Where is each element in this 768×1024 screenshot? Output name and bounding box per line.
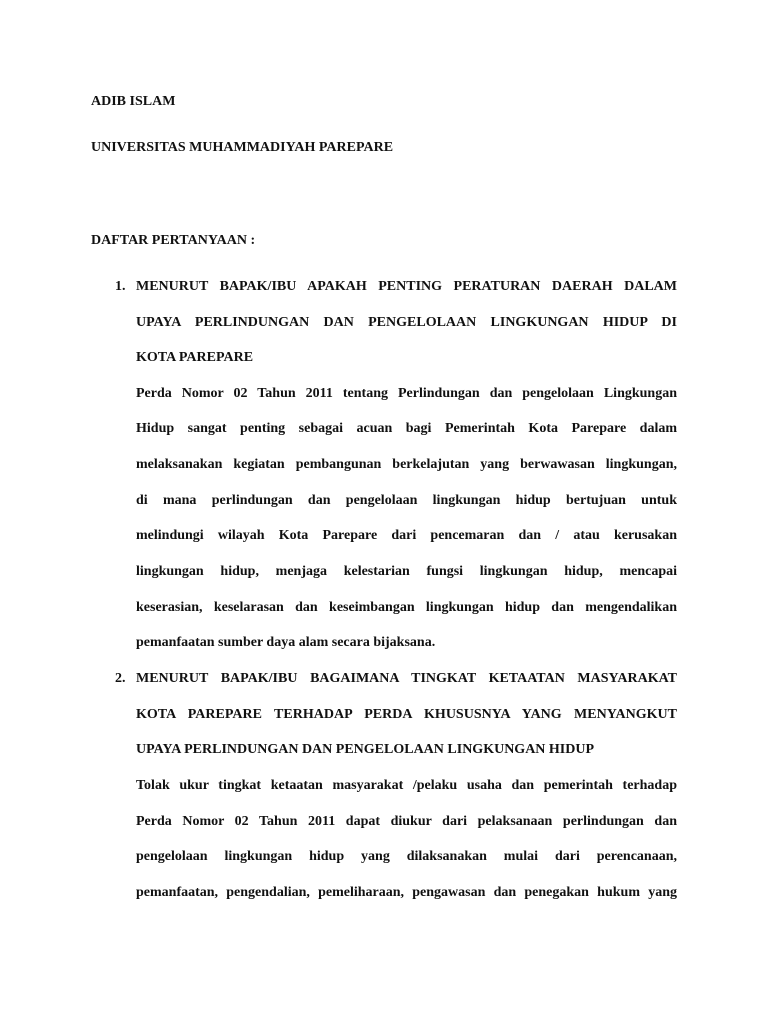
item-1-answer-line-4: di mana perlindungan dan pengelolaan lingkungan hidup bertujuan untuk [136,493,677,508]
item-1-question-line-1: MENURUT BAPAK/IBU APAKAH PENTING PERATURAN DAERAH DALAM [136,279,677,294]
item-2-answer-line-4: pemanfaatan, pengendalian, pemeliharaan, pengawasan dan penegakan hukum yang [136,885,677,900]
item-1-answer-line-2: Hidup sangat penting sebagai acuan bagi Pemerintah Kota Parepare dalam [136,421,677,436]
item-2-answer-line-2: Perda Nomor 02 Tahun 2011 dapat diukur dari pelaksanaan perlindungan dan [136,814,677,829]
item-1-answer-line-3: melaksanakan kegiatan pembangunan berkelajutan yang berwawasan lingkungan, [136,457,677,472]
item-2-question-line-3: UPAYA PERLINDUNGAN DAN PENGELOLAAN LINGKUNGAN HIDUP [136,742,595,757]
list-heading: DAFTAR PERTANYAAN : [91,233,256,248]
item-2-question-line-2: KOTA PAREPARE TERHADAP PERDA KHUSUSNYA YANG MENYANGKUT [136,707,677,722]
item-1-answer-line-6: lingkungan hidup, menjaga kelestarian fungsi lingkungan hidup, mencapai [136,564,677,579]
author-name: ADIB ISLAM [91,94,176,109]
item-2-answer-line-1: Tolak ukur tingkat ketaatan masyarakat /pelaku usaha dan pemerintah terhadap [136,778,677,793]
institution-name: UNIVERSITAS MUHAMMADIYAH PAREPARE [91,140,394,155]
item-1-answer-line-5: melindungi wilayah Kota Parepare dari pencemaran dan / atau kerusakan [136,528,677,543]
item-1-question-line-2: UPAYA PERLINDUNGAN DAN PENGELOLAAN LINGKUNGAN HIDUP DI [136,315,677,330]
item-2-answer-line-3: pengelolaan lingkungan hidup yang dilaksanakan mulai dari perencanaan, [136,849,677,864]
item-1-answer-line-8: pemanfaatan sumber daya alam secara bijaksana. [136,635,436,650]
item-1-answer-line-1: Perda Nomor 02 Tahun 2011 tentang Perlindungan dan pengelolaan Lingkungan [136,386,677,401]
item-2-number: 2. [115,671,126,686]
item-1-answer-line-7: keserasian, keselarasan dan keseimbangan lingkungan hidup dan mengendalikan [136,600,677,615]
item-2-question-line-1: MENURUT BAPAK/IBU BAGAIMANA TINGKAT KETAATAN MASYARAKAT [136,671,677,686]
item-1-question-line-3: KOTA PAREPARE [136,350,254,365]
item-1-number: 1. [115,279,126,294]
